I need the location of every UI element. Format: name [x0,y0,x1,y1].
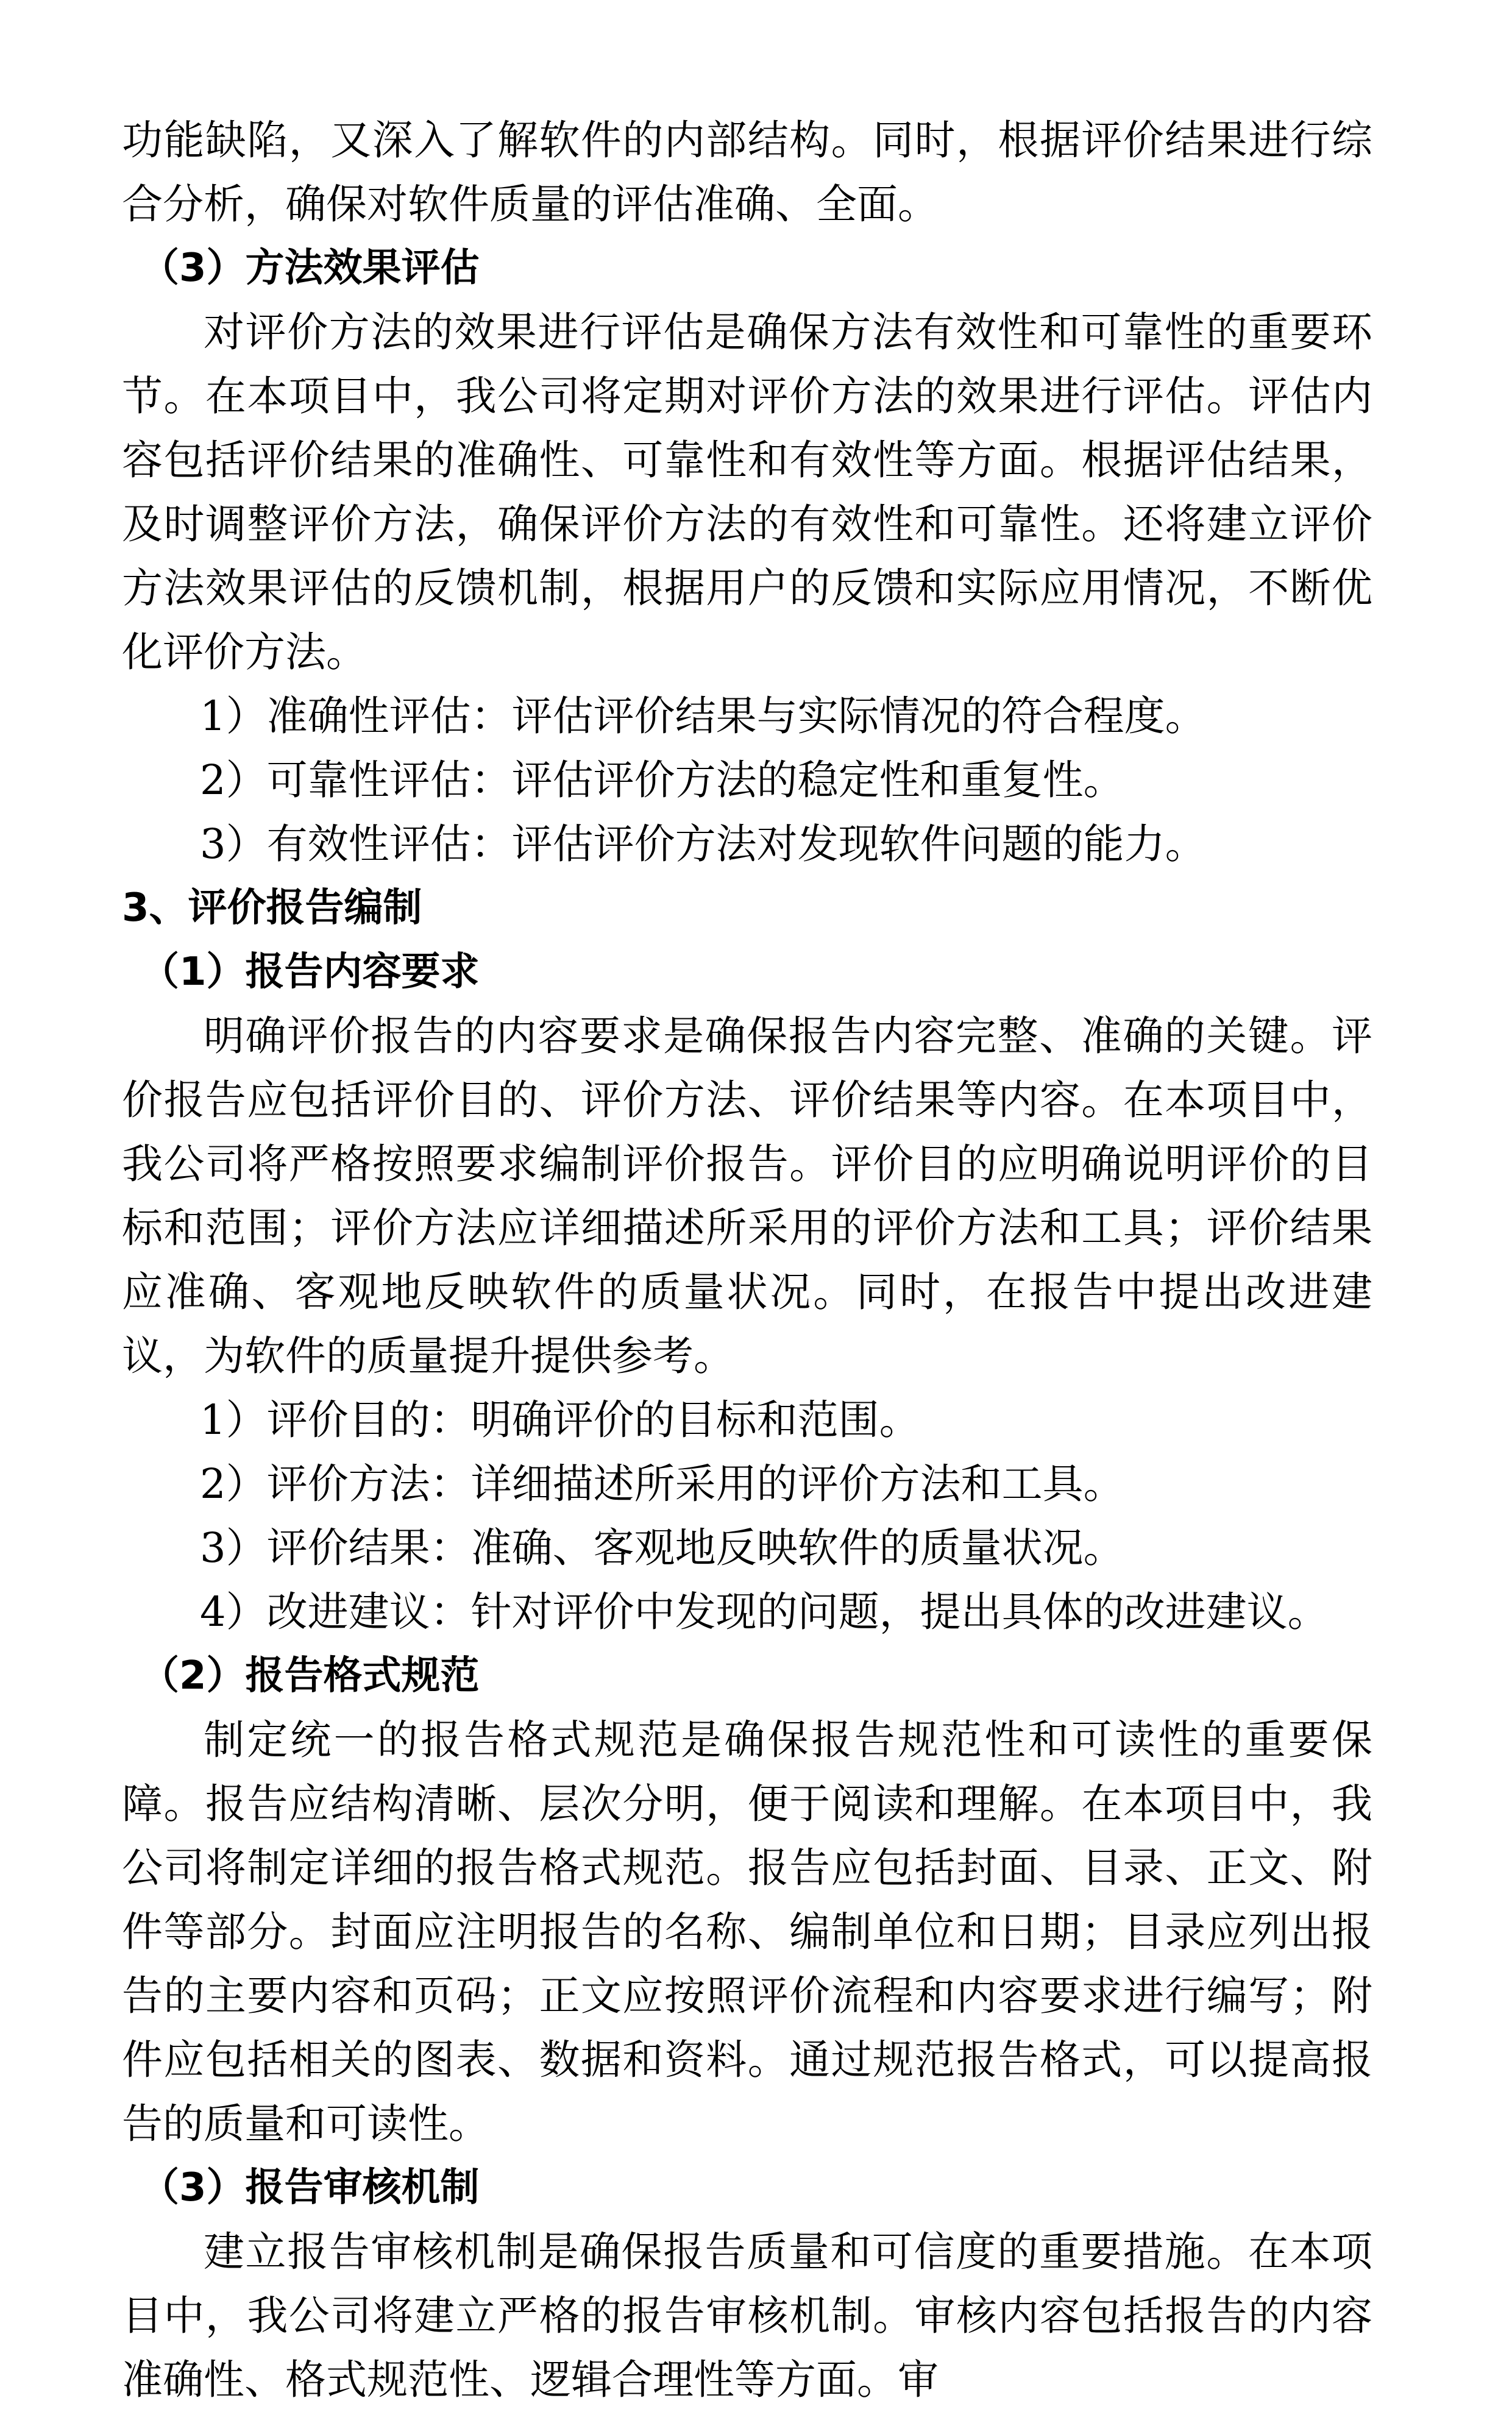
paragraph-report-content-requirements: 明确评价报告的内容要求是确保报告内容完整、准确的关键。评价报告应包括评价目的、评价方法、评价结果等内容。在本项目中，我公司将严格按照要求编制评价报告。评价目的应明确说明评价的目标和范围；评价方法应详细描述所采用的评价方法和工具；评价结果应准确、客观地反映软件的质量状况。同时，在报告中提出改进建议，为软件的质量提升提供参考。 [122,1012,1372,1380]
heading-method-effect-evaluation: （3）方法效果评估 [140,246,480,291]
list-item-accuracy-evaluation: 1）准确性评估：评估评价结果与实际情况的符合程度。 [200,692,1206,740]
paragraph-report-review-mechanism: 建立报告审核机制是确保报告质量和可信度的重要措施。在本项目中，我公司将建立严格的报告审核机制。审核内容包括报告的内容准确性、格式规范性、逻辑合理性等方面。审 [122,2228,1372,2403]
paragraph-report-format-specification: 制定统一的报告格式规范是确保报告规范性和可读性的重要保障。报告应结构清晰、层次分明，便于阅读和理解。在本项目中，我公司将制定详细的报告格式规范。报告应包括封面、目录、正文、附件等部分。封面应注明报告的名称、编制单位和日期；目录应列出报告的主要内容和页码；正文应按照评价流程和内容要求进行编写；附件应包括相关的图表、数据和资料。通过规范报告格式，可以提高报告的质量和可读性。 [122,1716,1372,2148]
list-item-report-purpose: 1）评价目的：明确评价的目标和范围。 [200,1396,920,1444]
list-item-report-improvement-suggestion: 4）改进建议：针对评价中发现的问题，提出具体的改进建议。 [200,1588,1329,1636]
heading-report-content-requirements: （1）报告内容要求 [140,949,480,995]
list-item-reliability-evaluation: 2）可靠性评估：评估评价方法的稳定性和重复性。 [200,756,1124,804]
page-body-text [122,108,1372,2412]
list-item-effectiveness-evaluation: 3）有效性评估：评估评价方法对发现软件问题的能力。 [200,820,1206,868]
heading-report-format-specification: （2）报告格式规范 [140,1653,480,1698]
list-item-report-method: 2）评价方法：详细描述所采用的评价方法和工具。 [200,1460,1124,1508]
heading-report-review-mechanism: （3）报告审核机制 [140,2165,480,2210]
paragraph-method-effect-evaluation: 对评价方法的效果进行评估是确保方法有效性和可靠性的重要环节。在本项目中，我公司将定期对评价方法的效果进行评估。评估内容包括评价结果的准确性、可靠性和有效性等方面。根据评估结果，及时调整评价方法，确保评价方法的有效性和可靠性。还将建立评价方法效果评估的反馈机制，根据用户的反馈和实际应用情况，不断优化评价方法。 [122,308,1372,676]
paragraph-continuation: 功能缺陷，又深入了解软件的内部结构。同时，根据评价结果进行综合分析，确保对软件质量的评估准确、全面。 [122,116,1372,228]
list-item-report-result: 3）评价结果：准确、客观地反映软件的质量状况。 [200,1524,1124,1572]
heading-report-compilation: 3、评价报告编制 [122,885,422,931]
